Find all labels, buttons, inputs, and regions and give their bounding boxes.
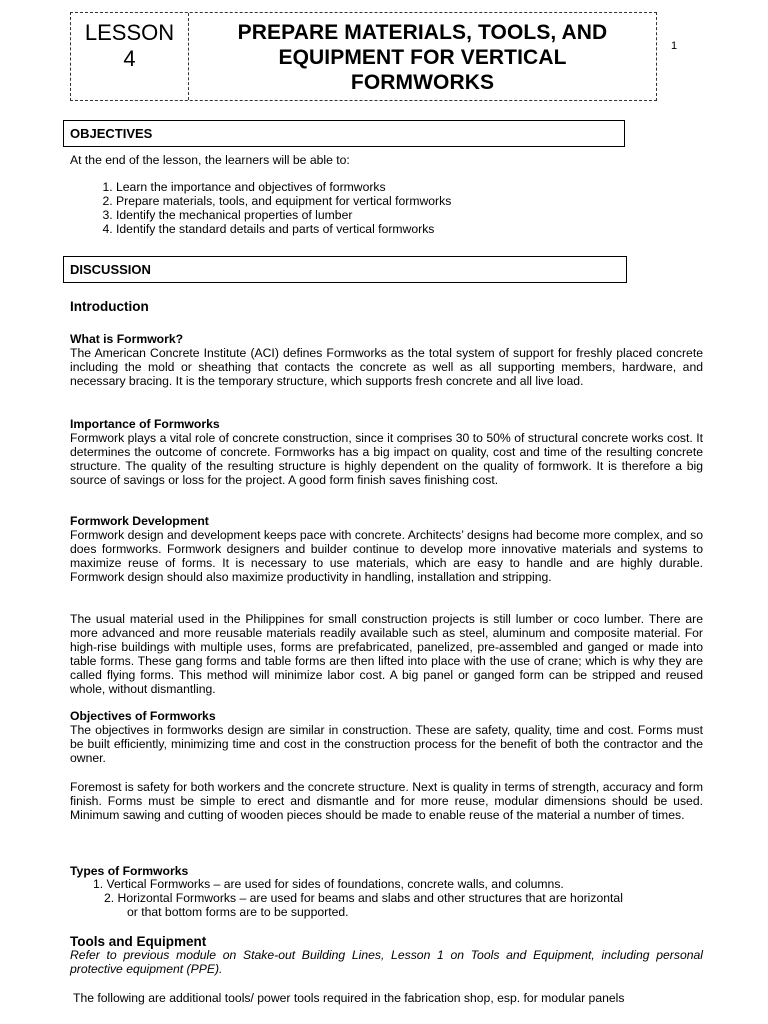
development-section xyxy=(70,515,703,585)
objective-item: 4. Identify the standard details and parts of vertical formworks xyxy=(116,223,451,237)
usual-material-paragraph: The usual material used in the Philippines for small construction projects is still lumber or coco lumber. There are more advanced and more reusable materials readily available such as steel, aluminum and composite material. For high-rise buildings with multiple uses, forms are prefabricated, panelized, pre-assembled and ganged or made into table forms. These gang forms and table forms are then lifted into place with the use of crane; which is why they are called flying forms. This method will minimize labor cost. A big panel or ganged form can be stripped and reused whole, without dismantling. xyxy=(70,612,703,696)
type-horizontal-cont: or that bottom forms are to be supported. xyxy=(127,905,349,919)
objectives-of-formworks-section xyxy=(70,710,703,766)
tools-reference: Refer to previous module on Stake-out Building Lines, Lesson 1 on Tools and Equipment, including personal protective equipment (PPE). xyxy=(70,948,703,976)
lesson-header xyxy=(70,12,657,101)
types-heading: Types of Formworks xyxy=(70,864,189,878)
importance-body: Formwork plays a vital role of concrete construction, since it comprises 30 to 50% of structural concrete works cost. It determines the outcome of concrete. Formworks has a big impact on quality, cost and time of the resulting concrete structure. The quality of the resulting structure is highly dependent on the quality of formwork. It is therefore a big source of savings or loss for the project. A good form finish saves finishing cost. xyxy=(70,430,703,487)
lesson-label: LESSON xyxy=(84,20,175,45)
objectives-heading: OBJECTIVES xyxy=(63,120,625,147)
objectives-of-formworks-body: The objectives in formworks design are similar in construction. These are safety, quality, time and cost. Forms must be built efficiently, minimizing time and cost in the construction process for the benefit of both the contractor and the owner. xyxy=(70,722,703,765)
importance-heading: Importance of Formworks xyxy=(70,417,220,431)
what-heading: What is Formwork? xyxy=(70,332,184,346)
objective-item: 2. Prepare materials, tools, and equipment for vertical formworks xyxy=(116,195,451,209)
page-number: 1 xyxy=(671,40,678,52)
what-body: The American Concrete Institute (ACI) defines Formworks as the total system of support for freshly placed concrete including the mold or sheathing that contacts the concrete as well as all supporting members, hardware, and necessary bracing. It is the temporary structure, which supports fresh concrete and all live load. xyxy=(70,345,703,388)
lesson-title xyxy=(189,13,656,100)
introduction-heading: Introduction xyxy=(70,299,149,314)
type-vertical: 1. Vertical Formworks – are used for sides of foundations, concrete walls, and columns. xyxy=(93,877,564,891)
type-horizontal: 2. Horizontal Formworks – are used for beams and slabs and other structures that are horizontal xyxy=(104,891,623,905)
objective-item: 3. Identify the mechanical properties of lumber xyxy=(116,209,451,223)
title-line-1: PREPARE MATERIALS, TOOLS, AND xyxy=(237,21,608,44)
development-body: Formwork design and development keeps pace with concrete. Architects’ designs had become more complex, and so does formworks. Formwork designers and builder continue to develop more innovative materials and systems to maximize reuse of forms. It is necessary to use materials, which are easy to handle and are highly durable. Formwork design should also maximize productivity in handling, installation and stripping. xyxy=(70,527,703,584)
tools-heading: Tools and Equipment xyxy=(70,934,207,949)
lesson-number: 4 xyxy=(123,46,136,71)
discussion-heading: DISCUSSION xyxy=(63,256,627,283)
additional-tools-text: The following are additional tools/ power tools required in the fabrication shop, esp. for modular panels xyxy=(73,991,625,1005)
title-line-3: FORMWORKS xyxy=(350,71,495,94)
objectives-intro: At the end of the lesson, the learners will be able to: xyxy=(70,153,350,167)
foremost-paragraph: Foremost is safety for both workers and the concrete structure. Next is quality in terms of strength, accuracy and form finish. Forms must be simple to erect and dismantle and for more reuse, modular dimensions should be used. Minimum sawing and cutting of wooden pieces should be made to enable reuse of the material a number of times. xyxy=(70,780,703,822)
importance-section xyxy=(70,418,703,488)
development-heading: Formwork Development xyxy=(70,514,209,528)
what-is-formwork-section xyxy=(70,333,703,389)
lesson-cell xyxy=(71,13,189,100)
objectives-of-formworks-heading: Objectives of Formworks xyxy=(70,709,216,723)
title-line-2: EQUIPMENT FOR VERTICAL xyxy=(278,46,567,69)
objective-item: 1. Learn the importance and objectives of formworks xyxy=(116,181,451,195)
objectives-list xyxy=(70,181,451,237)
